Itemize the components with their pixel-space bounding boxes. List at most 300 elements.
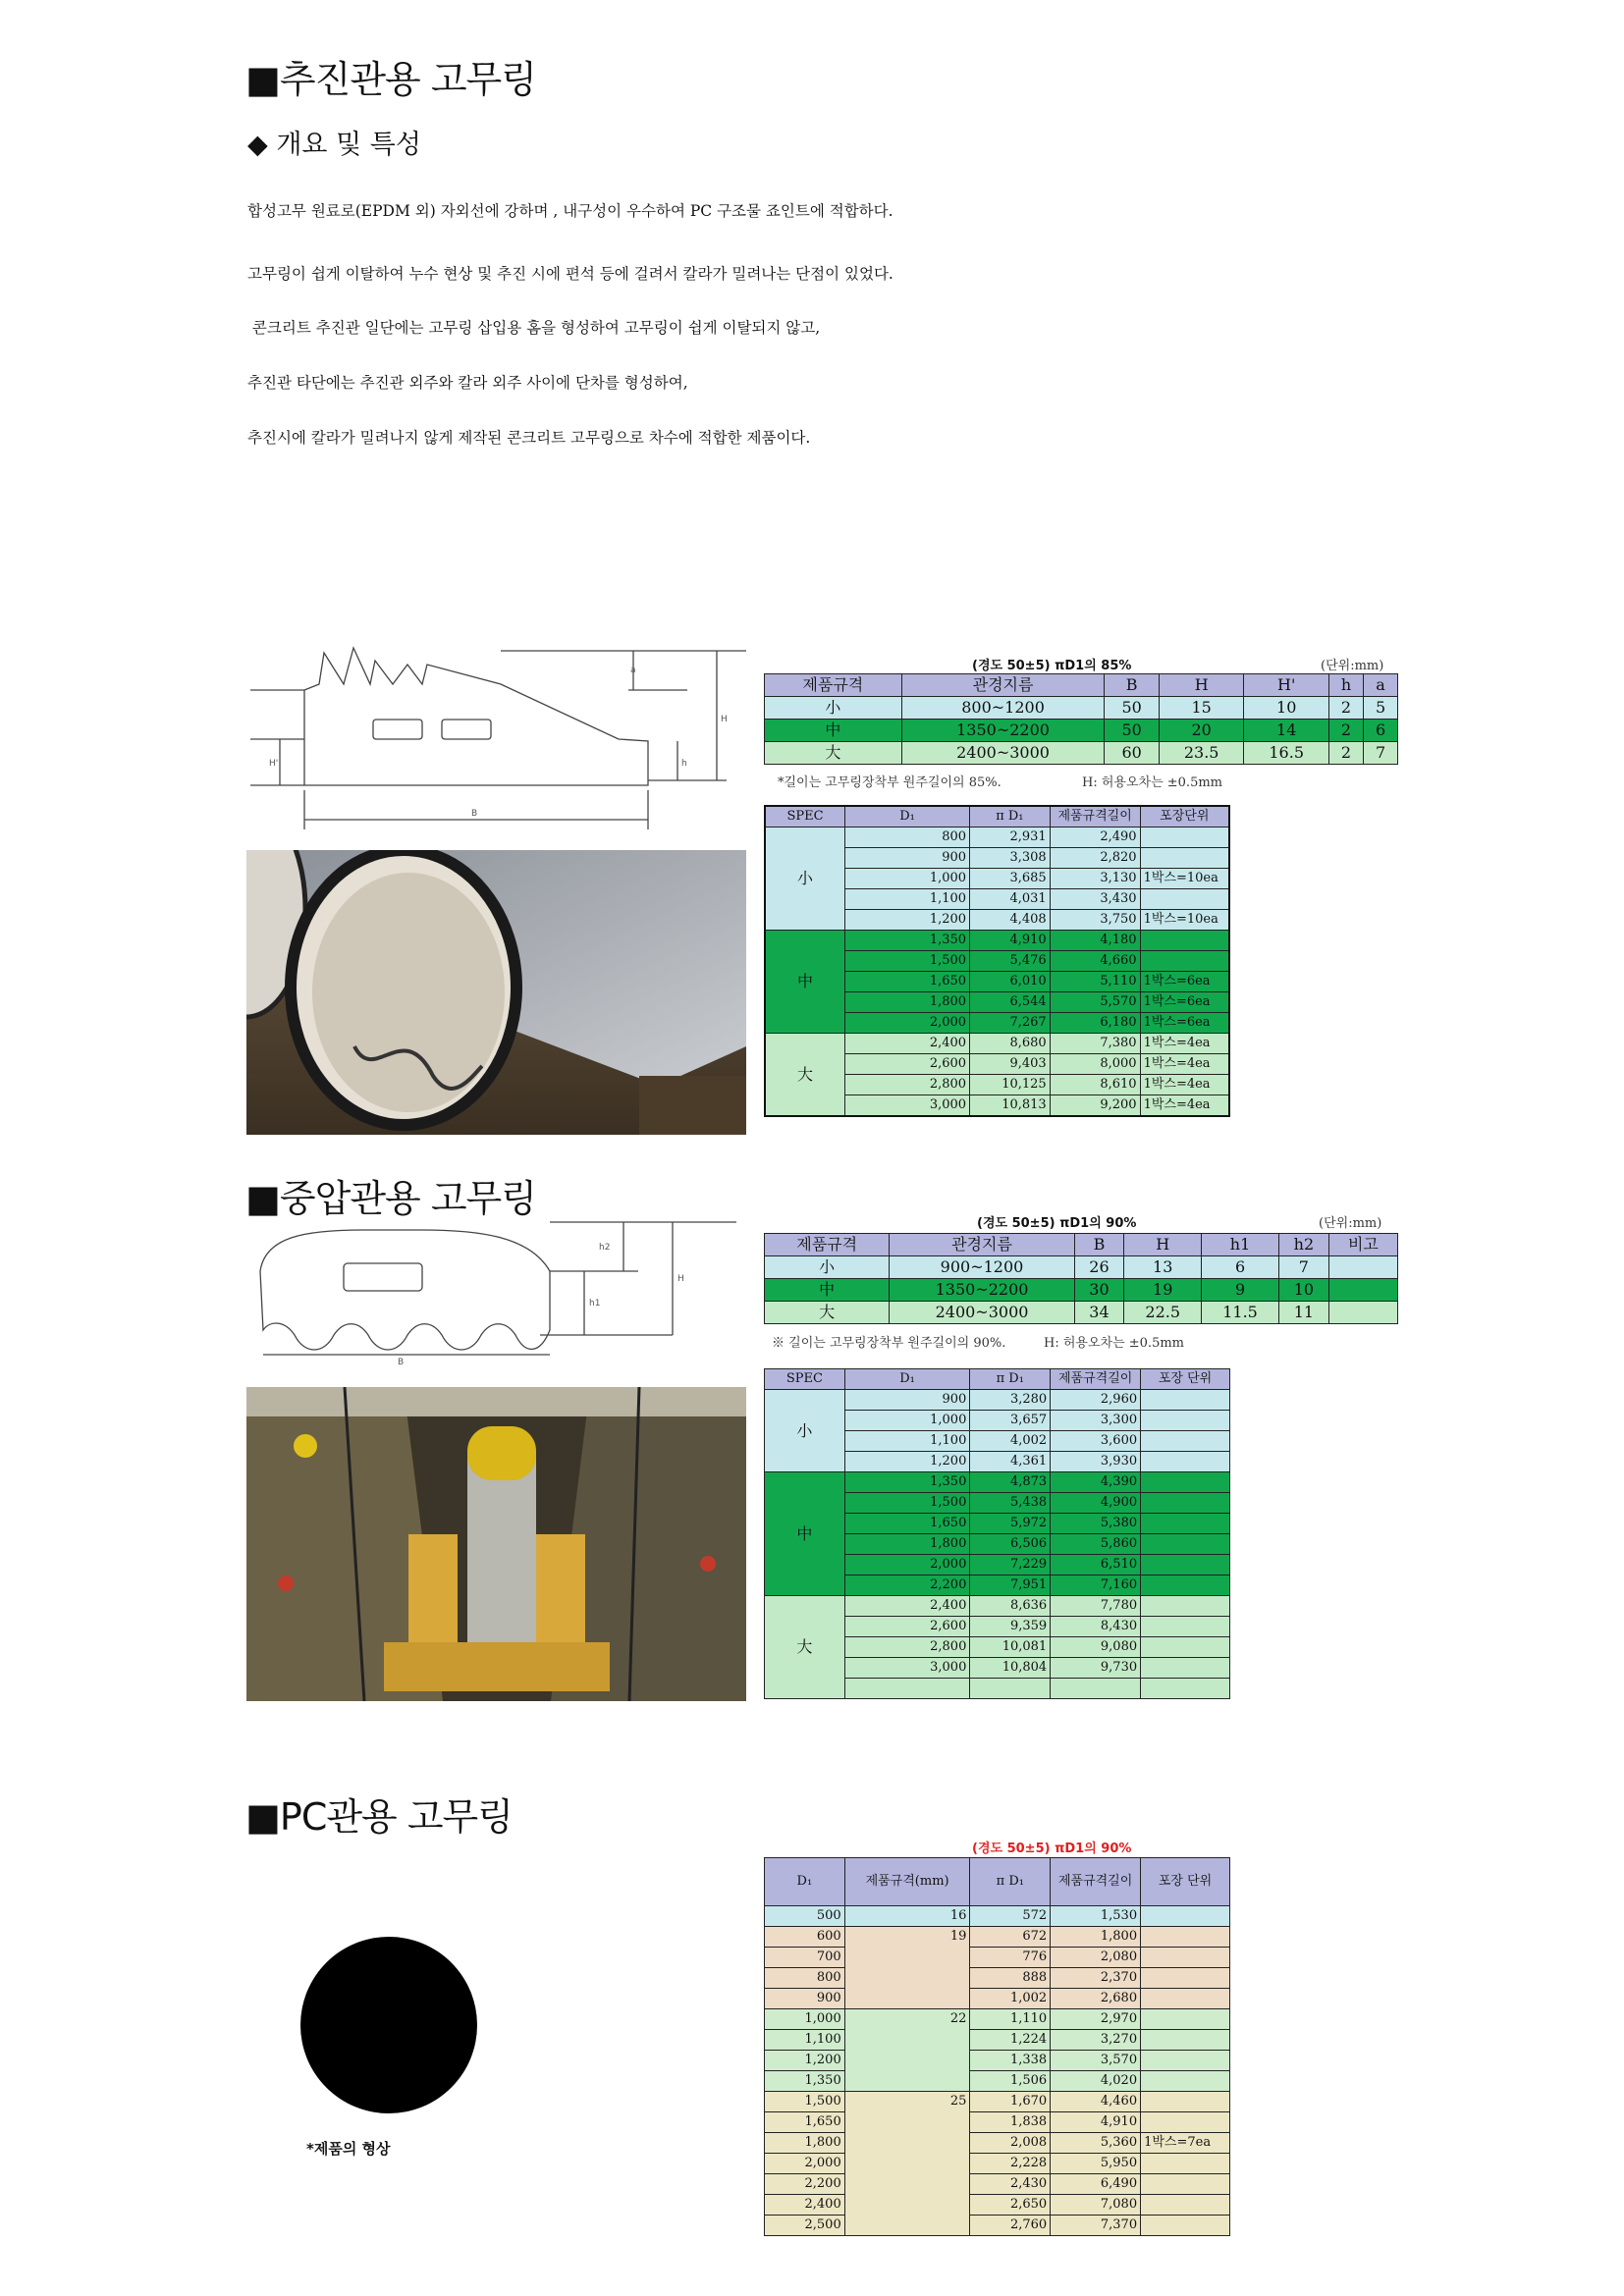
table-cell: 小	[765, 1256, 890, 1279]
table-cell: 1박스=6ea	[1140, 972, 1229, 992]
table-cell: 2,000	[844, 1555, 970, 1575]
table-cell: 2,650	[970, 2195, 1051, 2216]
table-cell: 3,570	[1051, 2051, 1141, 2071]
table-cell: 2,600	[845, 1054, 970, 1075]
table-cell: 3,930	[1051, 1452, 1141, 1472]
diagram-label-Hprime: H'	[269, 759, 279, 769]
table-cell: 5,860	[1051, 1534, 1141, 1555]
table-cell: 3,270	[1051, 2030, 1141, 2051]
table-cell: 3,300	[1051, 1411, 1141, 1431]
table-cell	[1140, 828, 1229, 848]
diagram-label-H: H	[721, 715, 728, 724]
diagram-label-a: a	[630, 666, 636, 675]
table-cell: 5,360	[1051, 2133, 1141, 2154]
table-cell: 1,350	[844, 1472, 970, 1493]
table-cell: 23.5	[1159, 742, 1244, 765]
paragraph-1: 합성고무 원료로(EPDM 외) 자외선에 강하며 , 내구성이 우수하여 PC 구조물 죠인트에 적합하다.	[247, 202, 893, 220]
table-header: 제품규격	[765, 1234, 890, 1256]
table-cell: 大	[765, 1302, 890, 1324]
table-cell: 22.5	[1124, 1302, 1202, 1324]
table-cell: 5,972	[970, 1514, 1051, 1534]
section2-spec-note-tolerance: H: 허용오차는 ±0.5mm	[1044, 1336, 1184, 1351]
table-cell: 1,650	[765, 2112, 845, 2133]
section1-size-table	[764, 805, 1230, 1117]
section1-subtitle: ◆ 개요 및 특성	[247, 130, 421, 160]
section2-spec-caption: (경도 50±5) πD1의 90%	[977, 1216, 1137, 1231]
table-cell: 2,000	[765, 2154, 845, 2174]
table-cell	[1141, 1617, 1230, 1637]
table-cell: 2,400	[845, 1034, 970, 1054]
table-cell: 2,960	[1051, 1390, 1141, 1411]
table-cell: 大	[765, 742, 902, 765]
table-cell: 1,800	[1051, 1927, 1141, 1948]
table-cell: 1,506	[970, 2071, 1051, 2092]
table-cell: 2,800	[844, 1637, 970, 1658]
table-cell: 7,229	[970, 1555, 1051, 1575]
table-cell: 5,380	[1051, 1514, 1141, 1534]
table-cell	[1141, 1575, 1230, 1596]
spec-group-label: 小	[765, 828, 845, 931]
spec-group-cell: 16	[844, 1906, 970, 1927]
paragraph-3: 콘크리트 추진관 일단에는 고무링 삽입용 홈을 형성하여 고무링이 쉽게 이탈되지 않고,	[247, 319, 821, 337]
diagram-label-h1: h1	[589, 1299, 601, 1308]
table-header: 제품규격	[765, 674, 902, 697]
spec-group-label: 大	[765, 1596, 845, 1699]
table-row	[765, 1968, 1230, 1989]
table-cell	[1141, 1472, 1230, 1493]
table-cell: 50	[1105, 720, 1160, 742]
table-header: π D₁	[970, 806, 1051, 828]
table-cell: 1,838	[970, 2112, 1051, 2133]
table-cell: 7	[1278, 1256, 1328, 1279]
table-cell	[1141, 1534, 1230, 1555]
table-row	[765, 2195, 1230, 2216]
table-cell	[1141, 1927, 1230, 1948]
table-cell: 3,308	[970, 848, 1051, 869]
table-cell	[1141, 1906, 1230, 1927]
table-header: 포장단위	[1140, 806, 1229, 828]
table-cell: 2,400	[844, 1596, 970, 1617]
spec-group-label: 大	[765, 1034, 845, 1117]
table-cell: 1박스=10ea	[1140, 869, 1229, 889]
table-cell: 2	[1328, 697, 1363, 720]
table-cell: 10,125	[970, 1075, 1051, 1095]
table-header: H	[1159, 674, 1244, 697]
table-cell	[1141, 2092, 1230, 2112]
table-cell: 6	[1202, 1256, 1279, 1279]
table-cell: 672	[970, 1927, 1051, 1948]
section1-unit-label: (단위:mm)	[1321, 659, 1384, 673]
table-cell: 1,000	[765, 2009, 845, 2030]
table-cell: 4,031	[970, 889, 1051, 910]
table-cell: 7,951	[970, 1575, 1051, 1596]
table-cell: 1박스=6ea	[1140, 992, 1229, 1013]
table-cell: 6,544	[970, 992, 1051, 1013]
table-row	[765, 931, 1229, 951]
table-cell: 中	[765, 720, 902, 742]
table-cell: 小	[765, 697, 902, 720]
table-cell: 4,460	[1051, 2092, 1141, 2112]
table-cell	[1140, 931, 1229, 951]
table-header: 포장 단위	[1141, 1858, 1230, 1906]
table-cell: 5,110	[1050, 972, 1140, 992]
table-row	[765, 1472, 1230, 1493]
table-cell: 1,500	[844, 1493, 970, 1514]
table-cell: 30	[1074, 1279, 1124, 1302]
spec-group-label: 小	[765, 1390, 845, 1472]
table-cell: 2,430	[970, 2174, 1051, 2195]
table-cell: 5	[1364, 697, 1398, 720]
table-cell: 2,008	[970, 2133, 1051, 2154]
table-cell: 2,370	[1051, 1968, 1141, 1989]
table-cell: 10,081	[970, 1637, 1051, 1658]
table-header: D₁	[765, 1858, 845, 1906]
section1-spec-note-length: *길이는 고무링장착부 원주길이의 85%.	[778, 775, 1001, 790]
table-cell: 11	[1278, 1302, 1328, 1324]
table-cell: 5,950	[1051, 2154, 1141, 2174]
table-header: h1	[1202, 1234, 1279, 1256]
concrete-pipe-photo	[246, 850, 746, 1135]
table-row	[765, 742, 1398, 765]
table-cell	[1141, 1989, 1230, 2009]
table-cell: 3,430	[1050, 889, 1140, 910]
table-header: 포장 단위	[1141, 1369, 1230, 1390]
table-cell: 1,350	[765, 2071, 845, 2092]
table-cell: 1,530	[1051, 1906, 1141, 1927]
table-cell: 3,657	[970, 1411, 1051, 1431]
table-row	[765, 1034, 1229, 1054]
section1-spec-table	[764, 673, 1398, 765]
table-cell	[970, 1679, 1051, 1699]
table-header: 비고	[1328, 1234, 1397, 1256]
table-cell: 1,100	[844, 1431, 970, 1452]
spec-group-label: 中	[765, 1472, 845, 1596]
paragraph-2: 고무링이 쉽게 이탈하여 누수 현상 및 추진 시에 편석 등에 걸려서 칼라가 밀려나는 단점이 있었다.	[247, 265, 893, 283]
section1-title: ■추진관용 고무링	[245, 58, 536, 101]
table-cell: 7,080	[1051, 2195, 1141, 2216]
table-cell: 800~1200	[901, 697, 1105, 720]
table-cell	[1141, 1637, 1230, 1658]
table-row	[765, 2112, 1230, 2133]
table-cell: 3,600	[1051, 1431, 1141, 1452]
table-cell: 1,350	[845, 931, 970, 951]
table-cell: 8,610	[1050, 1075, 1140, 1095]
table-cell: 6,506	[970, 1534, 1051, 1555]
table-cell: 1,338	[970, 2051, 1051, 2071]
table-cell: 800	[845, 828, 970, 848]
table-header: B	[1074, 1234, 1124, 1256]
table-cell: 50	[1105, 697, 1160, 720]
table-cell: 2,820	[1050, 848, 1140, 869]
table-cell: 16.5	[1244, 742, 1329, 765]
table-cell	[1141, 1390, 1230, 1411]
table-header: D₁	[844, 1369, 970, 1390]
table-cell: 9,403	[970, 1054, 1051, 1075]
table-header: B	[1105, 674, 1160, 697]
table-header: 제품규격길이	[1050, 806, 1140, 828]
table-cell: 13	[1124, 1256, 1202, 1279]
table-cell	[1141, 2051, 1230, 2071]
table-cell: 1박스=4ea	[1140, 1034, 1229, 1054]
table-cell: 4,910	[970, 931, 1051, 951]
table-cell: 4,408	[970, 910, 1051, 931]
table-cell: 900	[845, 848, 970, 869]
table-cell: 7,267	[970, 1013, 1051, 1034]
table-cell: 4,910	[1051, 2112, 1141, 2133]
rubber-ring-shape-circle	[300, 1937, 477, 2113]
table-cell	[1141, 1555, 1230, 1575]
table-row	[765, 1390, 1230, 1411]
table-cell: 2,970	[1051, 2009, 1141, 2030]
table-cell: 2400~3000	[901, 742, 1105, 765]
spec-group-cell: 22	[844, 2009, 970, 2092]
table-header: 제품규격길이	[1051, 1858, 1141, 1906]
table-cell: 1,500	[845, 951, 970, 972]
table-cell	[1140, 889, 1229, 910]
table-header: 관경지름	[890, 1234, 1074, 1256]
table-cell: 3,750	[1050, 910, 1140, 931]
table-cell: 6,180	[1050, 1013, 1140, 1034]
table-cell: 900~1200	[890, 1256, 1074, 1279]
table-cell	[1051, 1679, 1141, 1699]
table-cell: 9,080	[1051, 1637, 1141, 1658]
table-cell: 中	[765, 1279, 890, 1302]
section2-title: ■중압관용 고무링	[245, 1177, 536, 1220]
table-cell: 10,813	[970, 1095, 1051, 1117]
diagram-label-B: B	[471, 809, 478, 819]
table-row	[765, 720, 1398, 742]
table-cell	[1141, 1968, 1230, 1989]
table-cell	[1141, 2071, 1230, 2092]
table-cell	[1140, 848, 1229, 869]
table-cell: 1,800	[765, 2133, 845, 2154]
table-cell: 2,931	[970, 828, 1051, 848]
table-cell	[1141, 2154, 1230, 2174]
table-row	[765, 2092, 1230, 2112]
table-row	[765, 2216, 1230, 2236]
table-cell: 2,000	[845, 1013, 970, 1034]
table-cell: 34	[1074, 1302, 1124, 1324]
table-cell	[1141, 1493, 1230, 1514]
table-cell: 4,873	[970, 1472, 1051, 1493]
table-header: a	[1364, 674, 1398, 697]
table-cell: 5,438	[970, 1493, 1051, 1514]
diagram-label-H: H	[677, 1274, 684, 1284]
table-cell	[1141, 1658, 1230, 1679]
table-header: h2	[1278, 1234, 1328, 1256]
table-row	[765, 2133, 1230, 2154]
table-row	[765, 2174, 1230, 2195]
table-cell: 1,110	[970, 2009, 1051, 2030]
table-cell	[1328, 1256, 1397, 1279]
table-cell	[1141, 2112, 1230, 2133]
table-cell: 1,002	[970, 1989, 1051, 2009]
mid-pressure-ring-cross-section-diagram	[245, 1212, 746, 1369]
table-cell: 1박스=4ea	[1140, 1095, 1229, 1117]
table-cell: 10	[1278, 1279, 1328, 1302]
table-cell: 700	[765, 1948, 845, 1968]
table-cell: 1,200	[845, 910, 970, 931]
table-cell: 1,000	[844, 1411, 970, 1431]
table-cell: 776	[970, 1948, 1051, 1968]
table-cell: 14	[1244, 720, 1329, 742]
table-cell: 6	[1364, 720, 1398, 742]
table-header: D₁	[845, 806, 970, 828]
section3-table-caption: (경도 50±5) πD1의 90%	[972, 1842, 1132, 1856]
table-cell: 8,680	[970, 1034, 1051, 1054]
table-cell: 2,400	[765, 2195, 845, 2216]
table-row	[765, 1927, 1230, 1948]
table-cell: 900	[844, 1390, 970, 1411]
table-cell: 800	[765, 1968, 845, 1989]
table-cell: 2,200	[844, 1575, 970, 1596]
table-cell: 9,359	[970, 1617, 1051, 1637]
table-cell: 2,500	[765, 2216, 845, 2236]
table-header: 제품규격(mm)	[844, 1858, 970, 1906]
table-row	[765, 2009, 1230, 2030]
table-cell: 9	[1202, 1279, 1279, 1302]
paragraph-4: 추진관 타단에는 추진관 외주와 칼라 외주 사이에 단차를 형성하여,	[247, 374, 688, 392]
table-cell: 2,800	[845, 1075, 970, 1095]
table-cell	[1141, 1596, 1230, 1617]
table-cell: 900	[765, 1989, 845, 2009]
table-cell: 1박스=4ea	[1140, 1054, 1229, 1075]
section2-unit-label: (단위:mm)	[1319, 1216, 1382, 1231]
table-row	[765, 1989, 1230, 2009]
table-cell: 1,650	[845, 972, 970, 992]
table-cell: 572	[970, 1906, 1051, 1927]
table-cell: 1,200	[844, 1452, 970, 1472]
table-row	[765, 1596, 1230, 1617]
table-cell	[1328, 1302, 1397, 1324]
pipe-jacking-shaft-photo	[246, 1387, 746, 1701]
table-cell	[1140, 951, 1229, 972]
table-row	[765, 1948, 1230, 1968]
table-cell: 4,002	[970, 1431, 1051, 1452]
table-cell	[844, 1679, 970, 1699]
table-cell: 8,636	[970, 1596, 1051, 1617]
table-row	[765, 2051, 1230, 2071]
section2-spec-table	[764, 1233, 1398, 1324]
spec-group-label: 中	[765, 931, 845, 1034]
table-cell: 10,804	[970, 1658, 1051, 1679]
table-header: H	[1124, 1234, 1202, 1256]
table-cell: 10	[1244, 697, 1329, 720]
table-cell: 20	[1159, 720, 1244, 742]
table-cell	[1141, 1411, 1230, 1431]
table-cell: 6,010	[970, 972, 1051, 992]
pc-ring-size-table	[764, 1857, 1230, 2236]
table-cell: 2,200	[765, 2174, 845, 2195]
table-cell: 5,476	[970, 951, 1051, 972]
table-row	[765, 2154, 1230, 2174]
table-header: 관경지름	[901, 674, 1105, 697]
table-row	[765, 1906, 1230, 1927]
section2-spec-note-length: ※ 길이는 고무링장착부 원주길이의 90%.	[772, 1336, 1006, 1351]
table-cell: 60	[1105, 742, 1160, 765]
table-cell: 4,020	[1051, 2071, 1141, 2092]
table-cell	[1141, 2174, 1230, 2195]
table-cell: 2,228	[970, 2154, 1051, 2174]
table-cell: 2,080	[1051, 1948, 1141, 1968]
table-cell: 19	[1124, 1279, 1202, 1302]
table-cell: 7	[1364, 742, 1398, 765]
table-cell: 1박스=4ea	[1140, 1075, 1229, 1095]
table-cell: 4,390	[1051, 1472, 1141, 1493]
table-cell: 2,600	[844, 1617, 970, 1637]
table-cell	[1328, 1279, 1397, 1302]
table-header: π D₁	[970, 1858, 1051, 1906]
table-row	[765, 1256, 1398, 1279]
table-cell: 6,510	[1051, 1555, 1141, 1575]
section1-spec-caption: (경도 50±5) πD1의 85%	[972, 659, 1132, 673]
section2-size-table	[764, 1368, 1230, 1699]
table-cell: 15	[1159, 697, 1244, 720]
table-cell	[1141, 2030, 1230, 2051]
rubber-ring-cross-section-diagram	[245, 643, 756, 839]
table-header: 제품규격길이	[1051, 1369, 1141, 1390]
table-cell: 1350~2200	[890, 1279, 1074, 1302]
table-cell: 3,130	[1050, 869, 1140, 889]
table-cell: 888	[970, 1968, 1051, 1989]
table-cell: 1,200	[765, 2051, 845, 2071]
table-cell: 1,670	[970, 2092, 1051, 2112]
table-header: π D₁	[970, 1369, 1051, 1390]
table-cell: 4,361	[970, 1452, 1051, 1472]
table-cell: 4,900	[1051, 1493, 1141, 1514]
table-cell	[1141, 1452, 1230, 1472]
table-cell	[1141, 1431, 1230, 1452]
table-cell: 26	[1074, 1256, 1124, 1279]
table-cell: 4,660	[1050, 951, 1140, 972]
table-cell: 7,380	[1050, 1034, 1140, 1054]
table-cell	[1141, 1948, 1230, 1968]
table-cell: 1,650	[844, 1514, 970, 1534]
table-cell: 1박스=10ea	[1140, 910, 1229, 931]
table-cell: 1350~2200	[901, 720, 1105, 742]
spec-group-cell: 19	[844, 1927, 970, 2009]
diagram-label-h: h	[681, 759, 687, 769]
paragraph-5: 추진시에 칼라가 밀려나지 않게 제작된 콘크리트 고무링으로 차수에 적합한 제품이다.	[247, 429, 811, 447]
table-cell: 11.5	[1202, 1302, 1279, 1324]
table-header: h	[1328, 674, 1363, 697]
table-cell	[1141, 1514, 1230, 1534]
table-cell: 2,760	[970, 2216, 1051, 2236]
table-row	[765, 2030, 1230, 2051]
table-header: H'	[1244, 674, 1329, 697]
table-cell: 7,780	[1051, 1596, 1141, 1617]
table-row	[765, 1279, 1398, 1302]
section3-title: ■PC관용 고무링	[245, 1795, 513, 1839]
table-cell	[1141, 2195, 1230, 2216]
table-cell: 4,180	[1050, 931, 1140, 951]
diagram-label-h2: h2	[599, 1243, 611, 1253]
table-row	[765, 697, 1398, 720]
table-cell: 2,680	[1051, 1989, 1141, 2009]
table-cell: 1박스=6ea	[1140, 1013, 1229, 1034]
table-header: SPEC	[765, 806, 845, 828]
spec-group-cell: 25	[844, 2092, 970, 2236]
table-cell	[1141, 1679, 1230, 1699]
table-cell: 500	[765, 1906, 845, 1927]
table-cell: 2,490	[1050, 828, 1140, 848]
table-cell: 1,224	[970, 2030, 1051, 2051]
table-cell: 2400~3000	[890, 1302, 1074, 1324]
table-cell: 3,000	[845, 1095, 970, 1117]
table-cell	[1141, 2216, 1230, 2236]
table-cell: 1,800	[845, 992, 970, 1013]
table-cell: 6,490	[1051, 2174, 1141, 2195]
